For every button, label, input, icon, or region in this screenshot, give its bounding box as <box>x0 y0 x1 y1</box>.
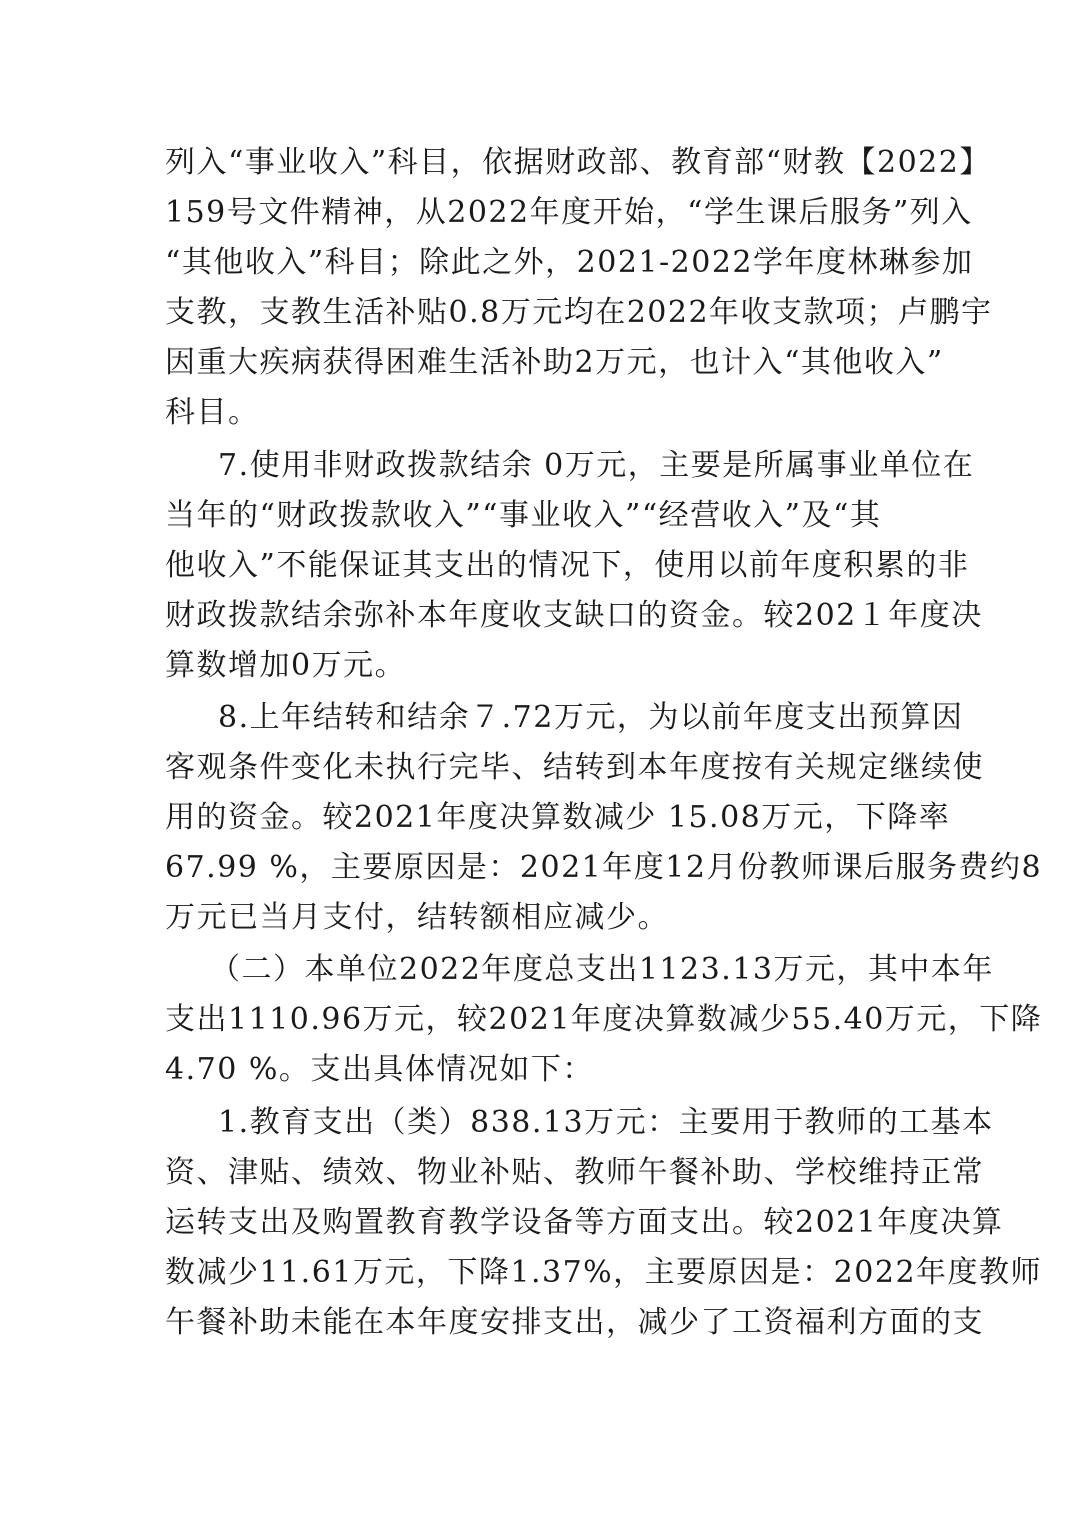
item-1-first-line: 1.教育支出（类）838.13万元：主要用于教师的工基本 <box>218 1105 994 1140</box>
text-line: 支教，支教生活补贴0.8万元均在2022年收支款项；卢鹏宇 <box>165 295 993 330</box>
text-line: 67.99 %，主要原因是：2021年度12月份教师课后服务费约8 <box>165 850 1043 885</box>
text-line: 支出1110.96万元，较2021年度决算数减少55.40万元，下降 <box>165 1002 1043 1037</box>
text-line: 他收入”不能保证其支出的情况下，使用以前年度积累的非 <box>165 548 970 583</box>
text-line: 算数增加0万元。 <box>165 648 407 683</box>
text-line: 当年的“财政拨款收入”“事业收入”“经营收入”及“其 <box>165 498 882 533</box>
text-line: 午餐补助未能在本年度安排支出，减少了工资福利方面的支 <box>165 1305 984 1340</box>
paragraph-8-first-line: 8.上年结转和结余７.72万元，为以前年度支出预算因 <box>218 700 964 735</box>
text-line: 4.70 %。支出具体情况如下： <box>165 1052 594 1087</box>
text-line: 财政拨款结余弥补本年度收支缺口的资金。较202１年度决 <box>165 598 983 633</box>
text-line: 资、津贴、绩效、物业补贴、教师午餐补助、学校维持正常 <box>165 1155 984 1190</box>
text-line: 客观条件变化未执行完毕、结转到本年度按有关规定继续使 <box>165 750 984 785</box>
text-line: 因重大疾病获得困难生活补助2万元，也计入“其他收入” <box>165 345 944 380</box>
text-line: 运转支出及购置教育教学设备等方面支出。较2021年度决算 <box>165 1205 1004 1240</box>
text-line: 159号文件精神，从2022年度开始，“学生课后服务”列入 <box>165 195 973 230</box>
text-line: 列入“事业收入”科目，依据财政部、教育部“财教【2022】 <box>165 145 991 180</box>
text-line: “其他收入”科目；除此之外，2021-2022学年度林琳参加 <box>165 245 974 280</box>
text-line: 科目。 <box>165 395 260 430</box>
paragraph-7-first-line: 7.使用非财政拨款结余 0万元，主要是所属事业单位在 <box>218 448 975 483</box>
section-2-first-line: （二）本单位2022年度总支出1123.13万元，其中本年 <box>210 952 994 987</box>
text-line: 用的资金。较2021年度决算数减少 15.08万元，下降率 <box>165 800 951 835</box>
text-line: 万元已当月支付，结转额相应减少。 <box>165 900 669 935</box>
text-line: 数减少11.61万元，下降1.37%，主要原因是：2022年度教师 <box>165 1255 1043 1290</box>
